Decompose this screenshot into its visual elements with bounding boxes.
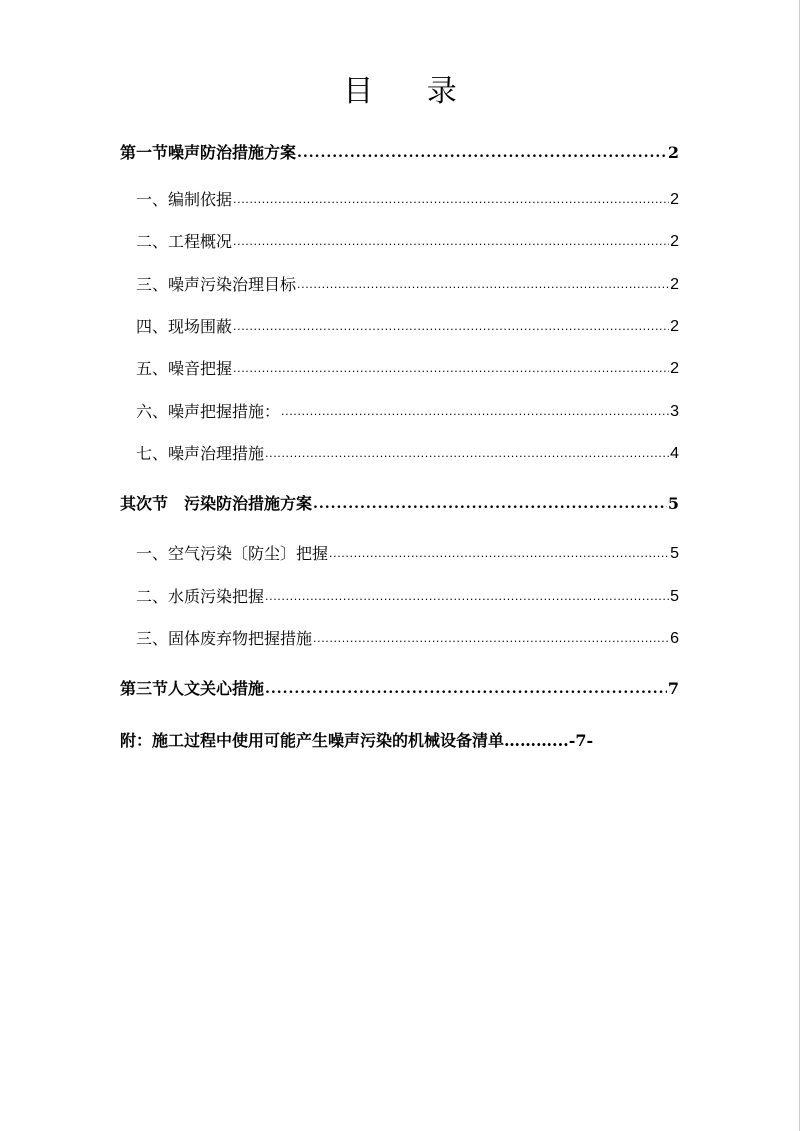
toc-page-number: 2 bbox=[670, 276, 679, 293]
toc-item-label: 三、噪声污染治理目标 bbox=[136, 275, 297, 294]
toc-item-label: 一、空气污染〔防尘〕把握 bbox=[136, 544, 329, 563]
dot-leader bbox=[297, 273, 669, 297]
toc-page-number: 5 bbox=[670, 545, 679, 562]
toc-appendix[interactable]: 附：施工过程中使用可能产生噪声污染的机械设备清单………...-7- bbox=[120, 731, 594, 750]
toc-page-number: 2 bbox=[667, 143, 679, 162]
dot-leader bbox=[233, 188, 669, 212]
dot-leader bbox=[233, 315, 669, 339]
dot-leader bbox=[265, 442, 669, 466]
toc-item[interactable] bbox=[136, 357, 679, 381]
toc-item-label: 六、噪声把握措施： bbox=[136, 402, 281, 421]
dot-leader bbox=[297, 141, 667, 165]
dot-leader bbox=[233, 357, 669, 381]
toc-section-2[interactable] bbox=[120, 492, 679, 516]
toc-item-label: 二、水质污染把握 bbox=[136, 587, 265, 606]
toc-item[interactable] bbox=[136, 273, 679, 297]
toc-page-number: 2 bbox=[670, 360, 679, 377]
dot-leader bbox=[281, 400, 669, 424]
dot-leader bbox=[313, 627, 669, 651]
toc-item[interactable] bbox=[136, 585, 679, 609]
toc-item[interactable] bbox=[136, 230, 679, 254]
toc-page-number: 5 bbox=[667, 494, 679, 513]
toc-item-label: 三、固体废弃物把握措施 bbox=[136, 629, 313, 648]
dot-leader bbox=[329, 542, 669, 566]
toc-page-number: 3 bbox=[670, 403, 679, 420]
toc-page-number: 2 bbox=[670, 191, 679, 208]
toc-page-number: 2 bbox=[670, 233, 679, 250]
toc-item-label: 五、噪音把握 bbox=[136, 359, 233, 378]
toc-section-3[interactable] bbox=[120, 677, 679, 701]
toc-item[interactable] bbox=[136, 542, 679, 566]
toc-section-label: 其次节 污染防治措施方案 bbox=[120, 494, 313, 513]
dot-leader bbox=[313, 492, 667, 516]
dot-leader bbox=[265, 677, 667, 701]
toc-item[interactable] bbox=[136, 627, 679, 651]
toc-section-1[interactable] bbox=[120, 141, 679, 165]
toc-item-label: 四、现场围蔽 bbox=[136, 317, 233, 336]
toc-section-label: 第三节人文关心措施 bbox=[120, 679, 265, 698]
toc-item[interactable] bbox=[136, 400, 679, 424]
toc-item[interactable] bbox=[136, 442, 679, 466]
toc-page-number: 4 bbox=[670, 445, 679, 462]
toc-item[interactable] bbox=[136, 315, 679, 339]
toc-page-number: 6 bbox=[670, 630, 679, 647]
toc-section-label: 第一节噪声防治措施方案 bbox=[120, 143, 297, 162]
toc-page-number: 5 bbox=[670, 588, 679, 605]
dot-leader bbox=[265, 585, 669, 609]
page-title: 目 录 bbox=[343, 74, 479, 109]
toc-page-number: 7 bbox=[667, 679, 679, 698]
toc-item-label: 七、噪声治理措施 bbox=[136, 444, 265, 463]
toc-item-label: 一、编制依据 bbox=[136, 190, 233, 209]
toc-item-label: 二、工程概况 bbox=[136, 232, 233, 251]
toc-item[interactable] bbox=[136, 188, 679, 212]
dot-leader bbox=[233, 230, 669, 254]
toc-page-number: 2 bbox=[670, 318, 679, 335]
